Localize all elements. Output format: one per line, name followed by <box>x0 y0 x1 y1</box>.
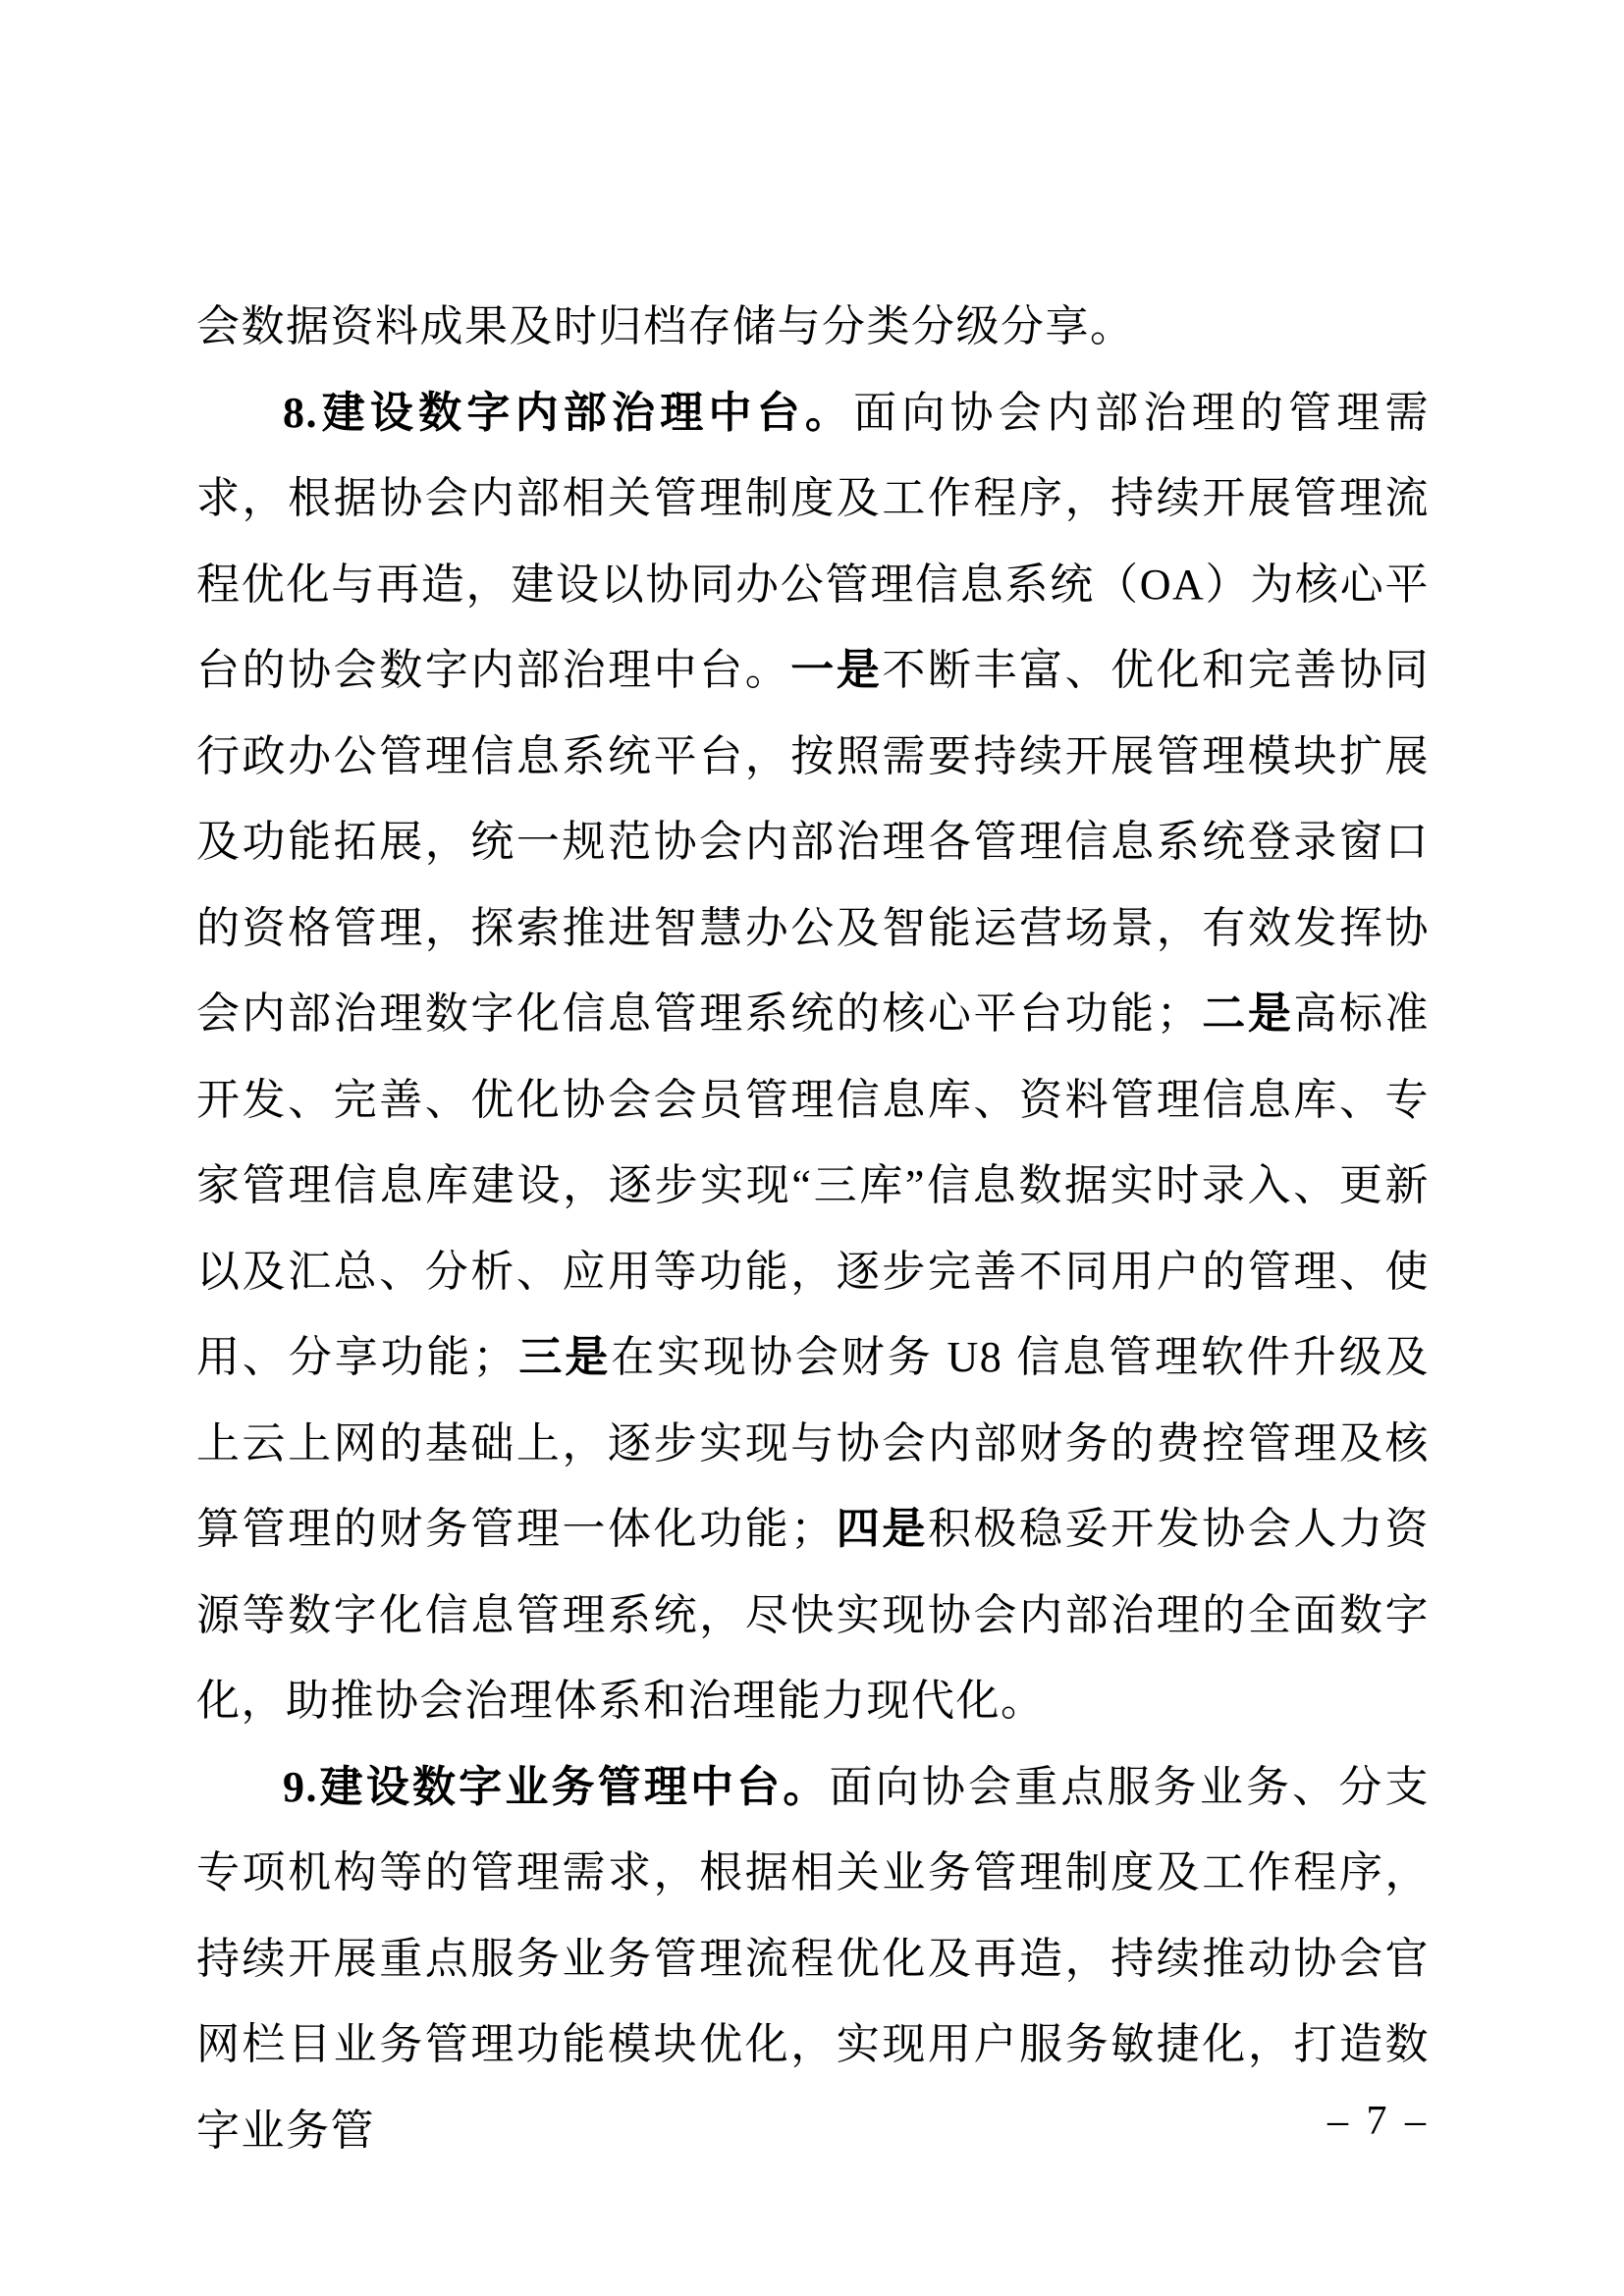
text-run: 面向协会内部治理的管理需求，根据协会内部相关管理制度及工作程序，持续开展管理流程优化与再造，建设以协同办公管理信息系统（OA）为核心平台的协会数字内部治理中台。 <box>196 388 1430 694</box>
text-run: 会数据资料成果及时归档存储与分类分级分享。 <box>196 302 1135 350</box>
document-body <box>196 284 1430 2173</box>
paragraph <box>196 284 1430 370</box>
text-run-bold: 四是 <box>835 1505 928 1553</box>
text-run: 积极稳妥开发协会人力资源等数字化信息管理系统，尽快实现协会内部治理的全面数字化，助推协会治理体系和治理能力现代化。 <box>196 1505 1431 1725</box>
text-run-bold: 二是 <box>1201 989 1294 1038</box>
paragraph <box>196 1744 1430 2174</box>
page-number: – 7 – <box>1327 2099 1430 2144</box>
text-run-bold: 一是 <box>790 646 883 694</box>
text-run: 面向协会重点服务业务、分支专项机构等的管理需求，根据相关业务管理制度及工作程序，持续开展重点服务业务管理流程优化及再造，持续推动协会官网栏目业务管理功能模块优化，实现用户服务敏捷化，打造数字业务管 <box>196 1762 1430 2155</box>
text-run-bold: 8.建设数字内部治理中台。 <box>283 388 854 437</box>
paragraph <box>196 370 1430 1744</box>
text-run: 高标准开发、完善、优化协会会员管理信息库、资料管理信息库、专家管理信息库建设，逐步实现“三库”信息数据实时录入、更新以及汇总、分析、应用等功能，逐步完善不同用户的管理、使用、分享功能； <box>196 989 1431 1381</box>
text-run: 在实现协会财务 U8 信息管理软件升级及上云上网的基础上，逐步实现与协会内部财务的费控管理及核算管理的财务管理一体化功能； <box>196 1333 1431 1553</box>
text-run-bold: 三是 <box>516 1333 612 1381</box>
text-run: 不断丰富、优化和完善协同行政办公管理信息系统平台，按照需要持续开展管理模块扩展及功能拓展，统一规范协会内部治理各管理信息系统登录窗口的资格管理，探索推进智慧办公及智能运营场景，有效发挥协会内部治理数字化信息管理系统的核心平台功能； <box>196 646 1431 1038</box>
text-run-bold: 9.建设数字业务管理中台。 <box>283 1762 830 1811</box>
